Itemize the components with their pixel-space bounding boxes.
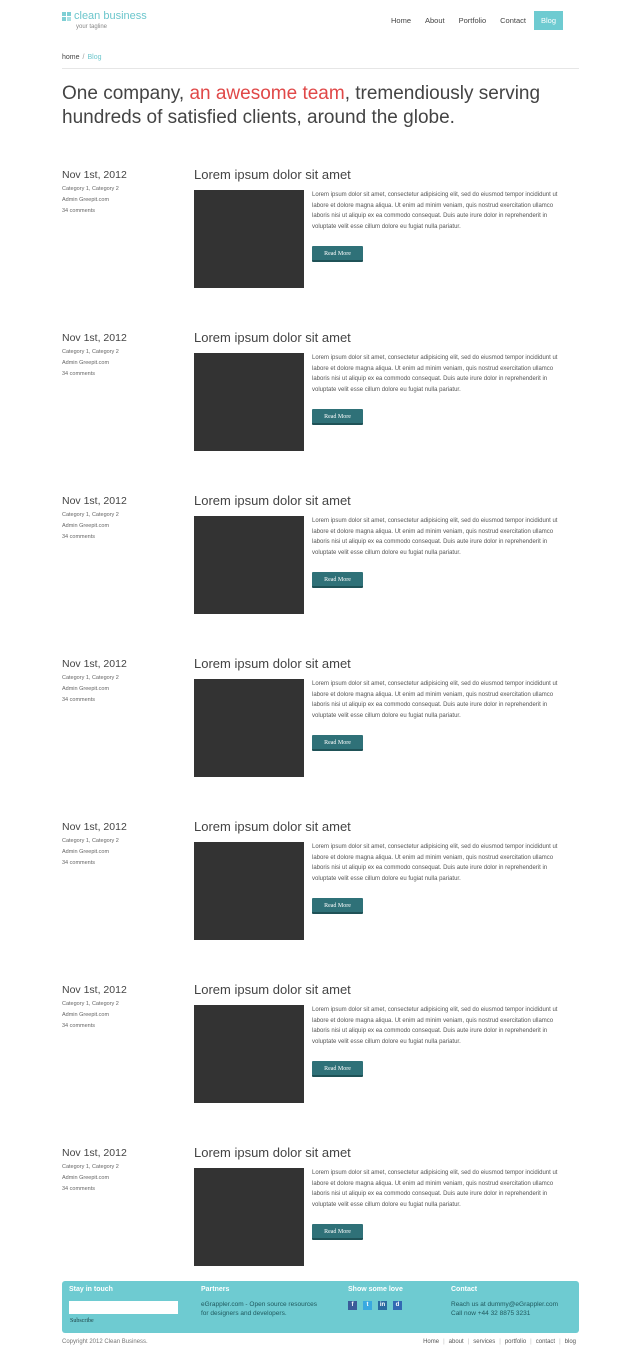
twitter-icon[interactable]: t xyxy=(363,1301,372,1310)
post-comments[interactable]: 34 comments xyxy=(62,1023,96,1029)
post-title[interactable]: Lorem ipsum dolor sit amet xyxy=(194,167,351,182)
post-author[interactable]: Admin Greepit.com xyxy=(62,197,110,203)
read-more-button[interactable]: Read More xyxy=(312,572,363,588)
post-thumbnail[interactable] xyxy=(194,190,304,288)
social-icons xyxy=(348,1301,438,1310)
partners-text[interactable]: eGrappler.com - Open source resources for designers and developers. xyxy=(201,1301,317,1317)
footer-link-services[interactable]: services xyxy=(473,1339,496,1345)
copyright: Copyright 2012 Clean Business. xyxy=(62,1339,148,1345)
footer-partners xyxy=(201,1286,321,1318)
nav-contact[interactable]: Contact xyxy=(500,16,526,25)
footer-heading-contact: Contact xyxy=(451,1286,478,1293)
post-categories[interactable]: Category 1, Category 2 xyxy=(62,675,119,681)
post-thumbnail[interactable] xyxy=(194,679,304,777)
post-date: Nov 1st, 2012 xyxy=(62,495,127,507)
breadcrumb xyxy=(62,54,579,69)
post-categories[interactable]: Category 1, Category 2 xyxy=(62,838,119,844)
blog-post xyxy=(62,169,579,304)
site-header xyxy=(62,8,579,34)
post-meta xyxy=(62,658,182,706)
post-meta xyxy=(62,984,182,1032)
read-more-button[interactable]: Read More xyxy=(312,246,363,262)
footer-link-contact[interactable]: contact xyxy=(535,1339,556,1345)
post-author[interactable]: Admin Greepit.com xyxy=(62,523,110,529)
nav-portfolio[interactable]: Portfolio xyxy=(458,16,487,25)
post-title[interactable]: Lorem ipsum dolor sit amet xyxy=(194,982,351,997)
logo-title: clean business xyxy=(74,10,147,22)
post-title[interactable]: Lorem ipsum dolor sit amet xyxy=(194,819,351,834)
footer-link-blog[interactable]: blog xyxy=(564,1339,576,1345)
breadcrumb-current: Blog xyxy=(87,54,102,61)
nav-home[interactable]: Home xyxy=(390,16,411,25)
post-meta xyxy=(62,821,182,869)
post-title[interactable]: Lorem ipsum dolor sit amet xyxy=(194,493,351,508)
logo-grid-icon xyxy=(62,12,72,22)
post-date: Nov 1st, 2012 xyxy=(62,169,127,181)
post-author[interactable]: Admin Greepit.com xyxy=(62,1175,110,1181)
facebook-icon[interactable]: f xyxy=(348,1301,357,1310)
post-categories[interactable]: Category 1, Category 2 xyxy=(62,512,119,518)
post-date: Nov 1st, 2012 xyxy=(62,658,127,670)
post-excerpt: Lorem ipsum dolor sit amet, consectetur adipisicing elit, sed do eiusmod tempor incididunt ut labore et dolore magna aliqua. Ut enim ad minim veniam, quis nostrud exercitation ullamco laboris nisi ut aliquip ex ea commodo consequat. Duis aute irure dolor in reprehenderit in voluptate velit esse cillum dolore eu fugiat nulla pariatur. xyxy=(312,192,558,230)
breadcrumb-separator: / xyxy=(82,54,85,61)
post-thumbnail[interactable] xyxy=(194,516,304,614)
breadcrumb-home[interactable]: home xyxy=(62,54,80,61)
linkedin-icon[interactable]: in xyxy=(379,1302,386,1308)
post-author[interactable]: Admin Greepit.com xyxy=(62,1012,110,1018)
logo-tagline: your tagline xyxy=(76,24,108,30)
read-more-button[interactable]: Read More xyxy=(312,735,363,751)
hero-text-after: , tremendiously serving hundreds of satisfied clients, around the globe. xyxy=(62,83,541,128)
post-comments[interactable]: 34 comments xyxy=(62,534,96,540)
post-comments[interactable]: 34 comments xyxy=(62,860,96,866)
post-excerpt: Lorem ipsum dolor sit amet, consectetur adipisicing elit, sed do eiusmod tempor incididunt ut labore et dolore magna aliqua. Ut enim ad minim veniam, quis nostrud exercitation ullamco laboris nisi ut aliquip ex ea commodo consequat. Duis aute irure dolor in reprehenderit in voluptate velit esse cillum dolore eu fugiat nulla pariatur. xyxy=(312,681,558,719)
footer-link-about[interactable]: about xyxy=(448,1339,464,1345)
blog-post xyxy=(62,821,579,956)
nav-blog[interactable]: Blog xyxy=(534,11,563,30)
footer-heading-social: Show some love xyxy=(348,1286,403,1293)
post-excerpt: Lorem ipsum dolor sit amet, consectetur adipisicing elit, sed do eiusmod tempor incididunt ut labore et dolore magna aliqua. Ut enim ad minim veniam, quis nostrud exercitation ullamco laboris nisi ut aliquip ex ea commodo consequat. Duis aute irure dolor in reprehenderit in voluptate velit esse cillum dolore eu fugiat nulla pariatur. xyxy=(312,844,558,882)
post-comments[interactable]: 34 comments xyxy=(62,371,96,377)
post-title[interactable]: Lorem ipsum dolor sit amet xyxy=(194,656,351,671)
blog-post xyxy=(62,658,579,793)
blog-post xyxy=(62,332,579,467)
main-nav xyxy=(383,12,563,30)
post-categories[interactable]: Category 1, Category 2 xyxy=(62,349,119,355)
hero-highlight: an awesome team xyxy=(189,83,345,104)
post-author[interactable]: Admin Greepit.com xyxy=(62,849,110,855)
post-date: Nov 1st, 2012 xyxy=(62,821,127,833)
post-excerpt: Lorem ipsum dolor sit amet, consectetur adipisicing elit, sed do eiusmod tempor incididunt ut labore et dolore magna aliqua. Ut enim ad minim veniam, quis nostrud exercitation ullamco laboris nisi ut aliquip ex ea commodo consequat. Duis aute irure dolor in reprehenderit in voluptate velit esse cillum dolore eu fugiat nulla pariatur. xyxy=(312,1170,558,1208)
post-meta xyxy=(62,1147,182,1195)
read-more-button[interactable]: Read More xyxy=(312,409,363,425)
post-thumbnail[interactable] xyxy=(194,1168,304,1266)
post-categories[interactable]: Category 1, Category 2 xyxy=(62,1164,119,1170)
footer-stay-in-touch xyxy=(69,1286,184,1332)
post-excerpt: Lorem ipsum dolor sit amet, consectetur adipisicing elit, sed do eiusmod tempor incididunt ut labore et dolore magna aliqua. Ut enim ad minim veniam, quis nostrud exercitation ullamco laboris nisi ut aliquip ex ea commodo consequat. Duis aute irure dolor in reprehenderit in voluptate velit esse cillum dolore eu fugiat nulla pariatur. xyxy=(312,518,558,556)
delicious-icon[interactable]: d xyxy=(393,1301,402,1310)
post-meta xyxy=(62,495,182,543)
post-thumbnail[interactable] xyxy=(194,842,304,940)
footer-heading-partners: Partners xyxy=(201,1286,230,1293)
post-excerpt: Lorem ipsum dolor sit amet, consectetur adipisicing elit, sed do eiusmod tempor incididunt ut labore et dolore magna aliqua. Ut enim ad minim veniam, quis nostrud exercitation ullamco laboris nisi ut aliquip ex ea commodo consequat. Duis aute irure dolor in reprehenderit in voluptate velit esse cillum dolore eu fugiat nulla pariatur. xyxy=(312,1007,558,1045)
subscribe-email-input[interactable] xyxy=(69,1301,178,1314)
subscribe-button[interactable]: Subscribe xyxy=(70,1318,94,1324)
post-author[interactable]: Admin Greepit.com xyxy=(62,686,110,692)
post-date: Nov 1st, 2012 xyxy=(62,332,127,344)
hero-text-before: One company, xyxy=(62,83,190,104)
bottom-bar xyxy=(62,1339,579,1351)
footer-links: Home | about | services | portfolio | contact | blog xyxy=(423,1339,576,1345)
footer-contact xyxy=(451,1286,576,1318)
post-categories[interactable]: Category 1, Category 2 xyxy=(62,1001,119,1007)
site-footer xyxy=(62,1281,579,1333)
post-author[interactable]: Admin Greepit.com xyxy=(62,360,110,366)
post-thumbnail[interactable] xyxy=(194,353,304,451)
blog-post xyxy=(62,984,579,1119)
post-categories[interactable]: Category 1, Category 2 xyxy=(62,186,119,192)
blog-post xyxy=(62,495,579,630)
read-more-button[interactable]: Read More xyxy=(312,1061,363,1077)
footer-social xyxy=(348,1286,438,1310)
post-title[interactable]: Lorem ipsum dolor sit amet xyxy=(194,1145,351,1160)
footer-heading-stay: Stay in touch xyxy=(69,1286,113,1293)
post-excerpt: Lorem ipsum dolor sit amet, consectetur adipisicing elit, sed do eiusmod tempor incididunt ut labore et dolore magna aliqua. Ut enim ad minim veniam, quis nostrud exercitation ullamco laboris nisi ut aliquip ex ea commodo consequat. Duis aute irure dolor in reprehenderit in voluptate velit esse cillum dolore eu fugiat nulla pariatur. xyxy=(312,355,558,393)
post-comments[interactable]: 34 comments xyxy=(62,208,96,214)
post-comments[interactable]: 34 comments xyxy=(62,1186,96,1192)
read-more-button[interactable]: Read More xyxy=(312,898,363,914)
post-date: Nov 1st, 2012 xyxy=(62,984,127,996)
nav-about[interactable]: About xyxy=(425,16,445,25)
hero-tagline xyxy=(62,82,562,130)
footer-link-home[interactable]: Home xyxy=(423,1339,440,1345)
footer-link-portfolio[interactable]: portfolio xyxy=(504,1339,527,1345)
post-meta xyxy=(62,332,182,380)
contact-email[interactable]: Reach us at dummy@eGrappler.com xyxy=(451,1301,559,1308)
post-date: Nov 1st, 2012 xyxy=(62,1147,127,1159)
post-meta xyxy=(62,169,182,217)
contact-phone: Call now +44 32 8875 3231 xyxy=(451,1309,531,1317)
post-title[interactable]: Lorem ipsum dolor sit amet xyxy=(194,330,351,345)
post-comments[interactable]: 34 comments xyxy=(62,697,96,703)
blog-post xyxy=(62,1147,579,1282)
post-thumbnail[interactable] xyxy=(194,1005,304,1103)
read-more-button[interactable]: Read More xyxy=(312,1224,363,1240)
